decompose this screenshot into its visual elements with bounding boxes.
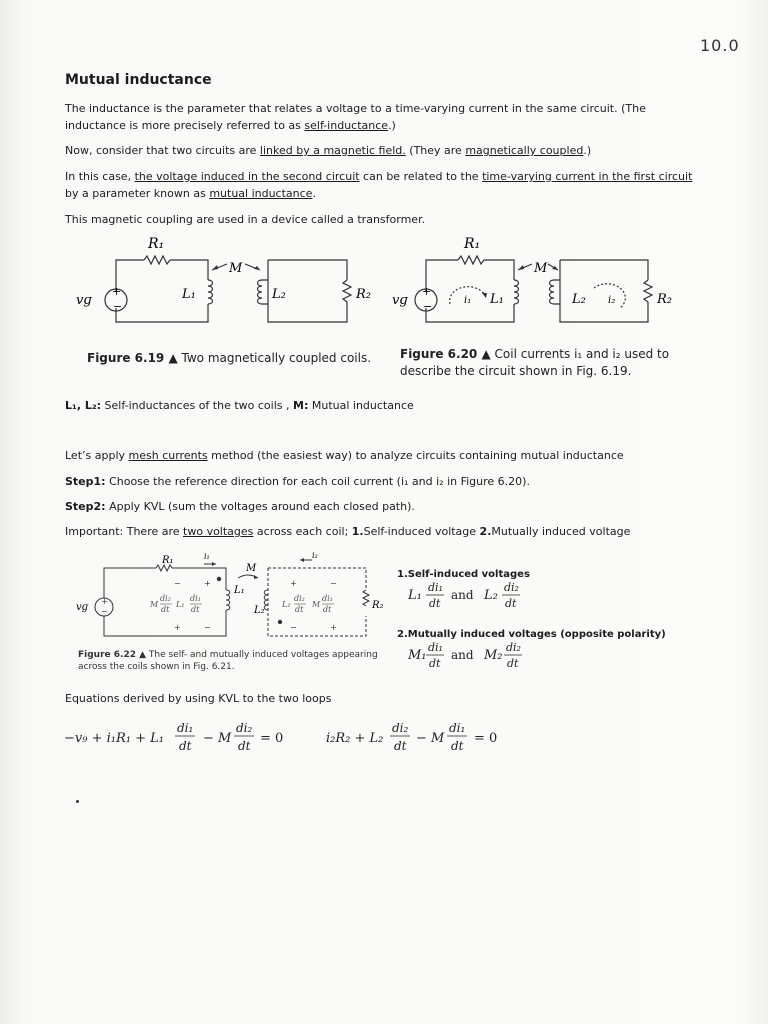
text: In this case, xyxy=(65,170,135,183)
mutual-induced-formula xyxy=(404,638,534,674)
paragraph-coupled xyxy=(65,142,705,159)
plus-sign: + xyxy=(112,285,122,298)
mutual-induced-title: 2.Mutually induced voltages (opposite polarity) xyxy=(397,629,666,640)
text: . xyxy=(312,187,316,200)
svg-text:dt: dt xyxy=(429,597,441,610)
important-note xyxy=(65,523,705,540)
underlined-term: mesh currents xyxy=(128,449,208,462)
figure-6-22-caption xyxy=(78,649,378,673)
svg-text:+: + xyxy=(101,597,108,606)
text: Self-induced voltage xyxy=(363,525,480,538)
text: can be related to the xyxy=(359,170,483,183)
text: Important: There are xyxy=(65,525,184,538)
step-label: Step2: xyxy=(65,500,106,513)
self-induced-formula xyxy=(404,578,534,612)
svg-text:= 0: = 0 xyxy=(474,731,498,746)
svg-text:dt: dt xyxy=(179,739,192,753)
list-number: 1. xyxy=(351,525,364,538)
svg-text:dt: dt xyxy=(161,605,170,614)
svg-text:−: − xyxy=(330,579,337,588)
svg-text:M₂: M₂ xyxy=(484,648,503,663)
label-r2: R₂ xyxy=(372,600,384,611)
minus-sign: − xyxy=(113,300,123,313)
paragraph-transformer: This magnetic coupling are used in a device called a transformer. xyxy=(65,213,426,226)
svg-text:M: M xyxy=(150,600,159,609)
svg-text:+: + xyxy=(204,579,211,588)
page-number: 10.0 xyxy=(700,36,740,55)
label-r1: R₁ xyxy=(162,555,174,566)
svg-text:dt: dt xyxy=(295,605,304,614)
kvl-equation-loop-1 xyxy=(60,716,360,760)
svg-text:dt: dt xyxy=(394,739,407,753)
caption-text: The self- and mutually induced voltages appearing across the coils shown in Fig. 6.21. xyxy=(78,650,378,672)
svg-text:+: + xyxy=(330,623,337,632)
text: .) xyxy=(583,144,592,157)
svg-text:dt: dt xyxy=(323,605,332,614)
svg-text:dt: dt xyxy=(451,739,464,753)
svg-text:di₁: di₁ xyxy=(177,721,194,735)
svg-text:+: + xyxy=(290,579,297,588)
svg-text:−v₉ + i₁R₁ + L₁: −v₉ + i₁R₁ + L₁ xyxy=(64,731,164,746)
step-2 xyxy=(65,498,705,515)
figure-6-20-caption xyxy=(400,346,690,380)
kvl-equation-loop-2 xyxy=(322,716,522,760)
svg-text:di₂: di₂ xyxy=(506,641,521,654)
underlined-term: two voltages xyxy=(183,525,254,538)
label-r2: R₂ xyxy=(657,292,672,307)
label-l1: L₁ xyxy=(234,585,245,596)
svg-text:−: − xyxy=(174,579,181,588)
inner-voltage-fractions xyxy=(149,594,334,614)
step-1 xyxy=(65,473,705,490)
underlined-term: linked by a magnetic field. xyxy=(259,144,406,157)
label-r1: R₁ xyxy=(464,236,481,252)
definitions-line xyxy=(65,397,705,414)
and-text: and xyxy=(451,648,474,662)
underlined-term: mutual inductance xyxy=(209,187,313,200)
svg-text:dt: dt xyxy=(507,657,519,670)
label-l1: L₁ xyxy=(490,292,504,307)
label-m: M xyxy=(229,261,243,276)
paragraph-mutual xyxy=(65,168,705,202)
svg-text:L₂: L₂ xyxy=(484,588,498,603)
label-m: M xyxy=(246,563,257,574)
stray-mark xyxy=(76,800,79,803)
plus-sign: + xyxy=(422,285,432,298)
text: Mutually induced voltage xyxy=(491,525,631,538)
label-l2: L₂ xyxy=(572,292,586,307)
label-i2: i₂ xyxy=(608,295,616,306)
svg-text:L₁: L₁ xyxy=(176,600,185,609)
svg-text:di₂: di₂ xyxy=(236,721,253,735)
definition-label: M: xyxy=(293,399,309,412)
text: Mutual inductance xyxy=(308,399,414,412)
svg-text:di₂: di₂ xyxy=(392,721,409,735)
svg-text:L₁: L₁ xyxy=(408,588,422,603)
svg-text:− M: − M xyxy=(203,731,232,746)
svg-text:di₂: di₂ xyxy=(504,581,519,594)
text: by a parameter known as xyxy=(65,187,210,200)
definition-label: L₁, L₂: xyxy=(65,399,102,412)
svg-text:di₁: di₁ xyxy=(428,641,443,654)
caption-label: Figure 6.20 ▲ xyxy=(400,347,491,361)
minus-sign: − xyxy=(423,300,433,313)
svg-text:di₂: di₂ xyxy=(294,594,305,603)
self-induced-title: 1.Self-induced voltages xyxy=(397,569,530,580)
svg-text:di₁: di₁ xyxy=(190,594,201,603)
mesh-intro xyxy=(65,447,705,464)
caption-label: Figure 6.19 ▲ xyxy=(87,351,178,365)
label-i2: i₂ xyxy=(312,551,318,560)
svg-text:−: − xyxy=(290,623,297,632)
underlined-term: self-inductance xyxy=(304,119,389,132)
underlined-term: the voltage induced in the second circuit xyxy=(134,170,360,183)
svg-text:− M: − M xyxy=(416,731,445,746)
text: Self-inductances of the two coils , xyxy=(101,399,293,412)
figure-6-22-circuit xyxy=(76,550,386,645)
svg-text:di₂: di₂ xyxy=(160,594,171,603)
and-text: and xyxy=(451,588,474,602)
svg-text:−: − xyxy=(101,607,108,616)
svg-text:di₁: di₁ xyxy=(428,581,443,594)
label-vg: vɡ xyxy=(76,293,92,308)
text: across each coil; xyxy=(253,525,352,538)
label-i1: i₁ xyxy=(204,552,210,561)
label-r2: R₂ xyxy=(356,287,371,302)
svg-text:M: M xyxy=(312,600,321,609)
svg-text:M₁: M₁ xyxy=(408,648,427,663)
label-vg: vɡ xyxy=(392,293,408,308)
label-l2: L₂ xyxy=(254,605,265,616)
paragraph-inductance xyxy=(65,100,705,134)
svg-text:+: + xyxy=(174,623,181,632)
equations-intro: Equations derived by using KVL to the two loops xyxy=(65,692,332,705)
text: Choose the reference direction for each coil current (i₁ and i₂ in Figure 6.20). xyxy=(105,475,530,488)
svg-text:L₂: L₂ xyxy=(282,600,291,609)
figure-6-19-circuit xyxy=(72,232,382,332)
underlined-term: magnetically coupled xyxy=(465,144,584,157)
label-vg: vɡ xyxy=(76,602,89,613)
text: method (the easiest way) to analyze circuits containing mutual inductance xyxy=(207,449,624,462)
caption-text: Two magnetically coupled coils. xyxy=(177,351,372,365)
caption-label: Figure 6.22 ▲ xyxy=(78,650,147,660)
label-m: M xyxy=(534,261,548,276)
text: Let’s apply xyxy=(65,449,129,462)
svg-text:dt: dt xyxy=(505,597,517,610)
text: (They are xyxy=(405,144,466,157)
svg-text:dt: dt xyxy=(191,605,200,614)
text: .) xyxy=(388,119,396,132)
svg-text:= 0: = 0 xyxy=(260,731,284,746)
label-l2: L₂ xyxy=(272,287,286,302)
svg-text:di₁: di₁ xyxy=(322,594,333,603)
text: The inductance is the parameter that relates a voltage to a time-varying current in the same circuit. (The inductance is more precisely referred to as xyxy=(65,102,646,132)
caption-text: Coil currents i₁ and i₂ used to describe the circuit shown in Fig. 6.19. xyxy=(400,347,670,378)
text: Now, consider that two circuits are xyxy=(65,144,260,157)
svg-text:dt: dt xyxy=(238,739,251,753)
svg-text:dt: dt xyxy=(429,657,441,670)
label-r1: R₁ xyxy=(148,236,165,252)
svg-text:i₂R₂ + L₂: i₂R₂ + L₂ xyxy=(326,731,384,746)
label-i1: i₁ xyxy=(464,295,472,306)
section-title: Mutual inductance xyxy=(65,72,212,88)
step-label: Step1: xyxy=(65,475,106,488)
svg-text:−: − xyxy=(204,623,211,632)
figure-6-19-caption xyxy=(87,351,371,365)
svg-text:di₁: di₁ xyxy=(449,721,466,735)
underlined-term: time-varying current in the first circuit xyxy=(482,170,693,183)
list-number: 2. xyxy=(479,525,492,538)
label-l1: L₁ xyxy=(182,287,196,302)
figure-6-20-circuit xyxy=(380,232,690,332)
text: Apply KVL (sum the voltages around each closed path). xyxy=(105,500,415,513)
